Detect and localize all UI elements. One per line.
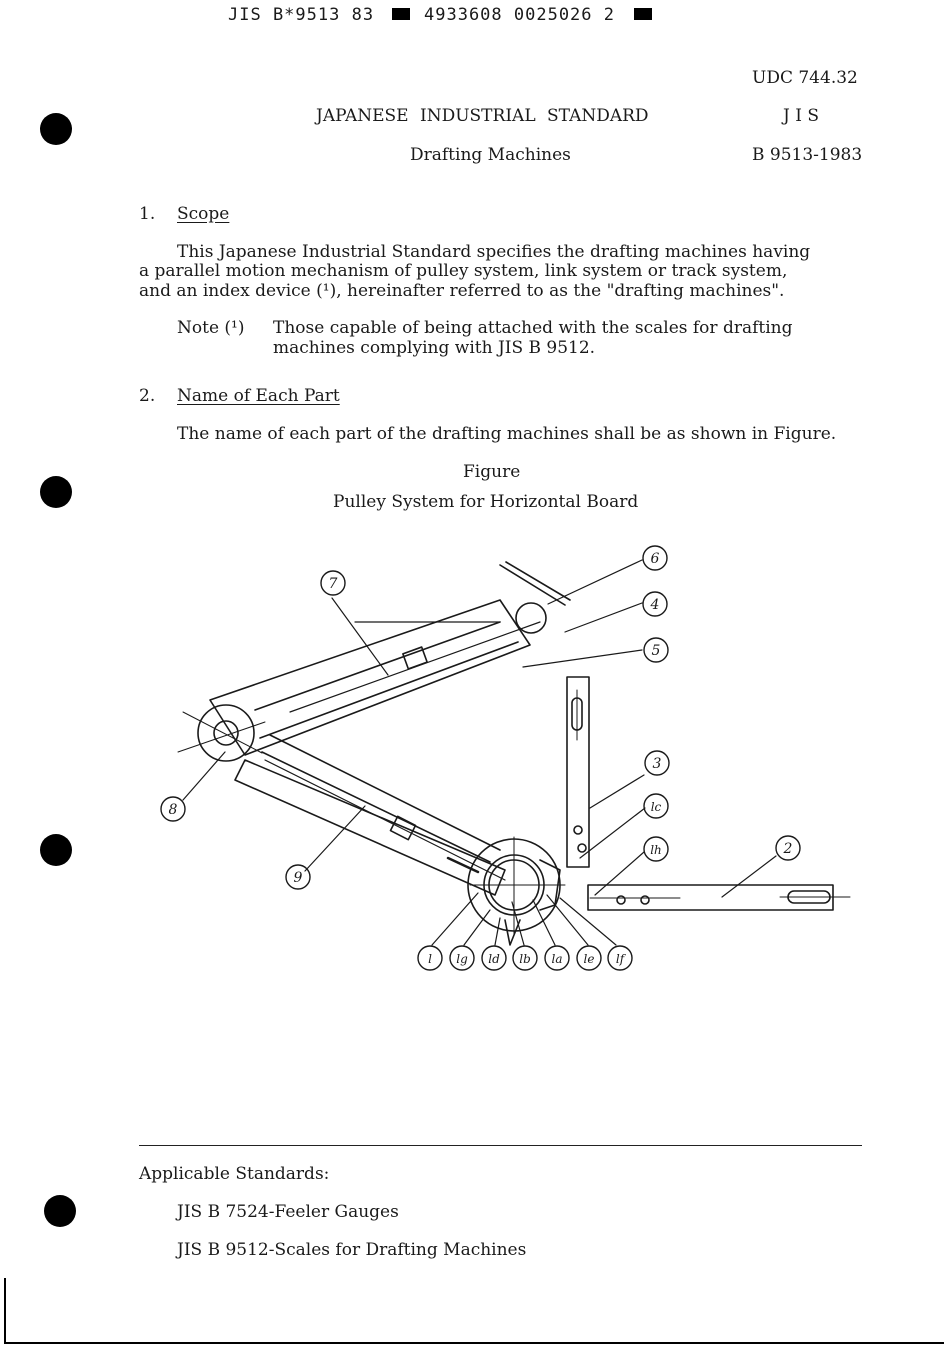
paragraph-line: This Japanese Industrial Standard specifies the drafting machines having xyxy=(177,242,811,262)
paragraph-line: The name of each part of the drafting machines shall be as shown in Figure. xyxy=(177,424,837,444)
figure-caption: Pulley System for Horizontal Board xyxy=(333,492,639,512)
horizontal-scale xyxy=(588,885,850,910)
callout-label: lc xyxy=(650,800,662,814)
callout-label: 4 xyxy=(650,597,660,613)
scan-edge-bottom xyxy=(4,1342,944,1344)
note-label: Note (¹) xyxy=(177,318,245,338)
punch-hole xyxy=(40,476,72,508)
figure-label: Figure xyxy=(463,462,521,482)
callout-label: 9 xyxy=(293,870,303,886)
callout-label: 8 xyxy=(168,802,178,818)
applicable-item: JIS B 7524-Feeler Gauges xyxy=(177,1202,399,1222)
callout-label: ld xyxy=(488,952,500,966)
lower-arm xyxy=(235,735,505,895)
protractor-head xyxy=(468,837,565,945)
punch-hole xyxy=(44,1195,76,1227)
section-number: 1. xyxy=(139,204,156,224)
note-line: machines complying with JIS B 9512. xyxy=(273,338,596,358)
section-number: 2. xyxy=(139,386,156,406)
scan-header-number: 4933608 0025026 2 xyxy=(424,5,615,25)
callout-label: 5 xyxy=(651,643,661,659)
punch-hole xyxy=(40,113,72,145)
standard-title: JAPANESE INDUSTRIAL STANDARD xyxy=(316,106,649,126)
leader-lines xyxy=(183,560,776,945)
callout-label: 7 xyxy=(328,576,338,592)
document-number: B 9513-1983 xyxy=(752,145,863,165)
footer-rule xyxy=(139,1145,862,1146)
callout-label: 3 xyxy=(652,756,662,772)
vertical-scale xyxy=(567,677,589,867)
upper-arm xyxy=(210,562,570,755)
callout-circles xyxy=(161,546,800,970)
note-line: Those capable of being attached with the scales for drafting xyxy=(273,318,793,338)
scan-block-mark xyxy=(392,8,410,20)
callout-label: lb xyxy=(519,952,531,966)
scan-edge-left xyxy=(4,1278,6,1344)
document-title: Drafting Machines xyxy=(410,145,571,165)
paragraph-line: a parallel motion mechanism of pulley system, link system or track system, xyxy=(139,261,788,281)
callout-label: la xyxy=(551,952,563,966)
scan-header-code: JIS B*9513 83 xyxy=(228,5,375,25)
section-heading: Scope xyxy=(177,204,230,224)
callout-label: l xyxy=(428,952,432,966)
callout-label: 6 xyxy=(650,551,660,567)
jis-mark: J I S xyxy=(783,106,819,126)
callout-label: lf xyxy=(615,952,625,966)
applicable-item: JIS B 9512-Scales for Drafting Machines xyxy=(177,1240,527,1260)
scan-block-mark xyxy=(634,8,652,20)
callout-label: lg xyxy=(456,952,468,966)
paragraph-line: and an index device (¹), hereinafter referred to as the "drafting machines". xyxy=(139,281,785,301)
section-heading: Name of Each Part xyxy=(177,386,340,406)
drafting-machine-figure xyxy=(0,540,950,980)
callout-label: 2 xyxy=(783,841,793,857)
callout-label: le xyxy=(583,952,595,966)
applicable-heading: Applicable Standards: xyxy=(139,1164,330,1184)
callout-label: lh xyxy=(650,843,662,857)
udc-code: UDC 744.32 xyxy=(752,68,858,88)
